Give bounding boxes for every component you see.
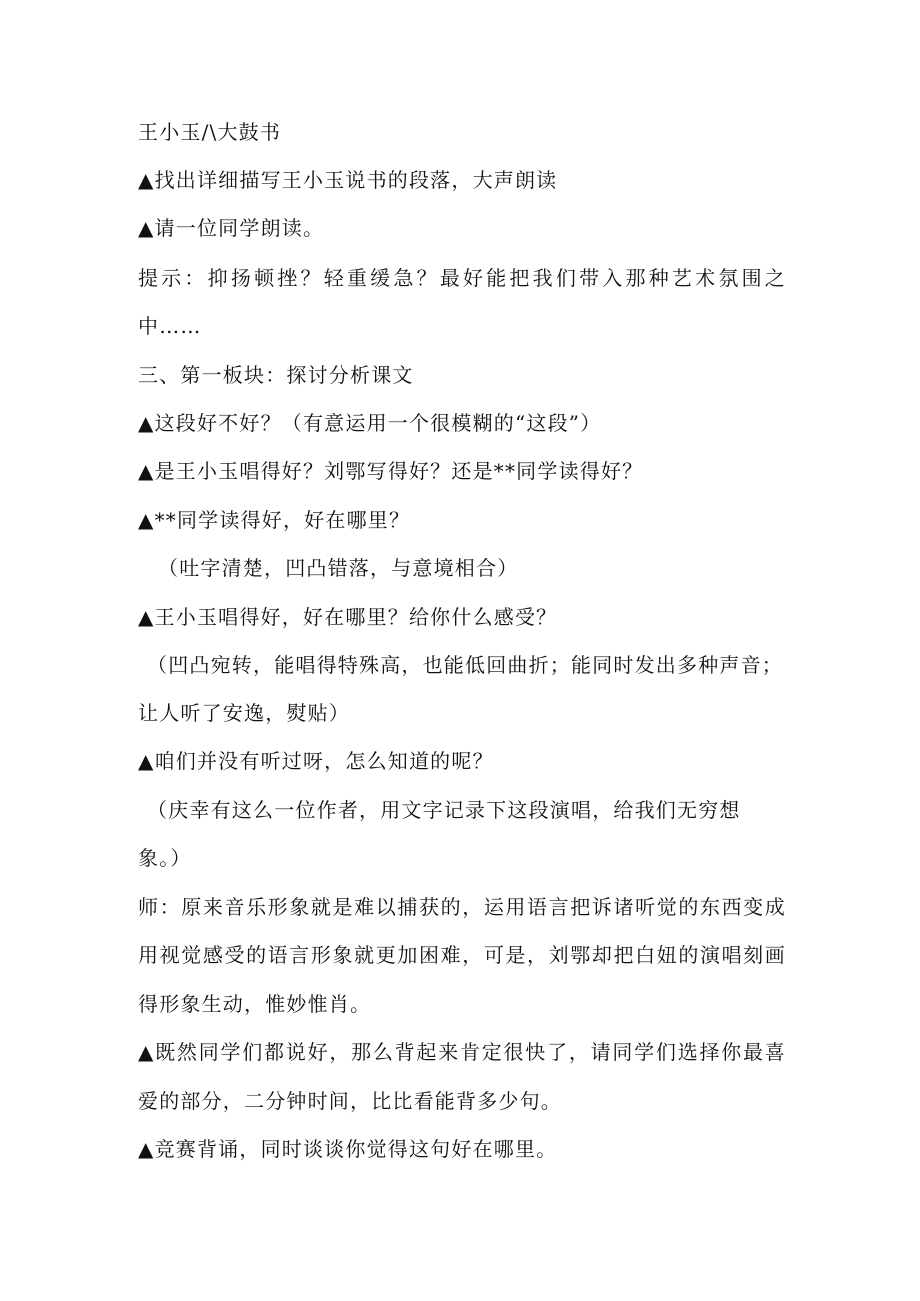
text-line-task-recite-cont: 爱的部分，二分钟时间，比比看能背多少句。 bbox=[138, 1089, 562, 1113]
text-line-task-read: ▲请一位同学朗读。 bbox=[138, 216, 325, 240]
text-line-answer-4: （凹凸宛转，能唱得特殊高，也能低回曲折；能同时发出多种声音； bbox=[147, 653, 783, 677]
text-line-task-compete: ▲竞赛背诵，同时谈谈你觉得这句好在哪里。 bbox=[138, 1137, 558, 1161]
text-line-answer-3: （吐字清楚，凹凸错落，与意境相合） bbox=[158, 556, 519, 580]
text-line-question-3: ▲**同学读得好，好在哪里？ bbox=[138, 508, 411, 532]
text-line-question-4: ▲王小玉唱得好，好在哪里？给你什么感受？ bbox=[138, 605, 558, 629]
text-line-title: 王小玉/\大鼓书 bbox=[138, 120, 282, 144]
text-line-question-1: ▲这段好不好？（有意运用一个很模糊的“这段”） bbox=[138, 411, 602, 435]
text-line-teacher-2: 用视觉感受的语言形象就更加困难，可是，刘鄂却把白妞的演唱刻画 bbox=[138, 943, 786, 967]
text-line-hint: 提示：抑扬顿挫？轻重缓急？最好能把我们带入那种艺术氛围之 bbox=[138, 266, 786, 290]
text-line-answer-5-cont: 象。） bbox=[138, 846, 192, 870]
text-line-task-recite: ▲既然同学们都说好，那么背起来肯定很快了，请同学们选择你最喜 bbox=[138, 1040, 786, 1064]
text-line-question-5: ▲咱们并没有听过呀，怎么知道的呢？ bbox=[138, 749, 494, 773]
text-line-teacher-3: 得形象生动，惟妙惟肖。 bbox=[138, 992, 372, 1016]
text-line-answer-5: （庆幸有这么一位作者，用文字记录下这段演唱，给我们无穷想 bbox=[147, 798, 741, 822]
text-line-question-2: ▲是王小玉唱得好？刘鄂写得好？还是**同学读得好？ bbox=[138, 459, 644, 483]
section-heading: 三、第一板块：探讨分析课文 bbox=[138, 363, 414, 387]
text-line-task-find: ▲找出详细描写王小玉说书的段落，大声朗读 bbox=[138, 168, 558, 192]
text-line-teacher-1: 师：原来音乐形象就是难以捕获的，运用语言把诉诸听觉的东西变成 bbox=[138, 895, 786, 919]
text-line-answer-4-cont: 让人听了安逸，熨贴） bbox=[138, 701, 350, 725]
text-line-hint-cont: 中…… bbox=[138, 314, 202, 338]
